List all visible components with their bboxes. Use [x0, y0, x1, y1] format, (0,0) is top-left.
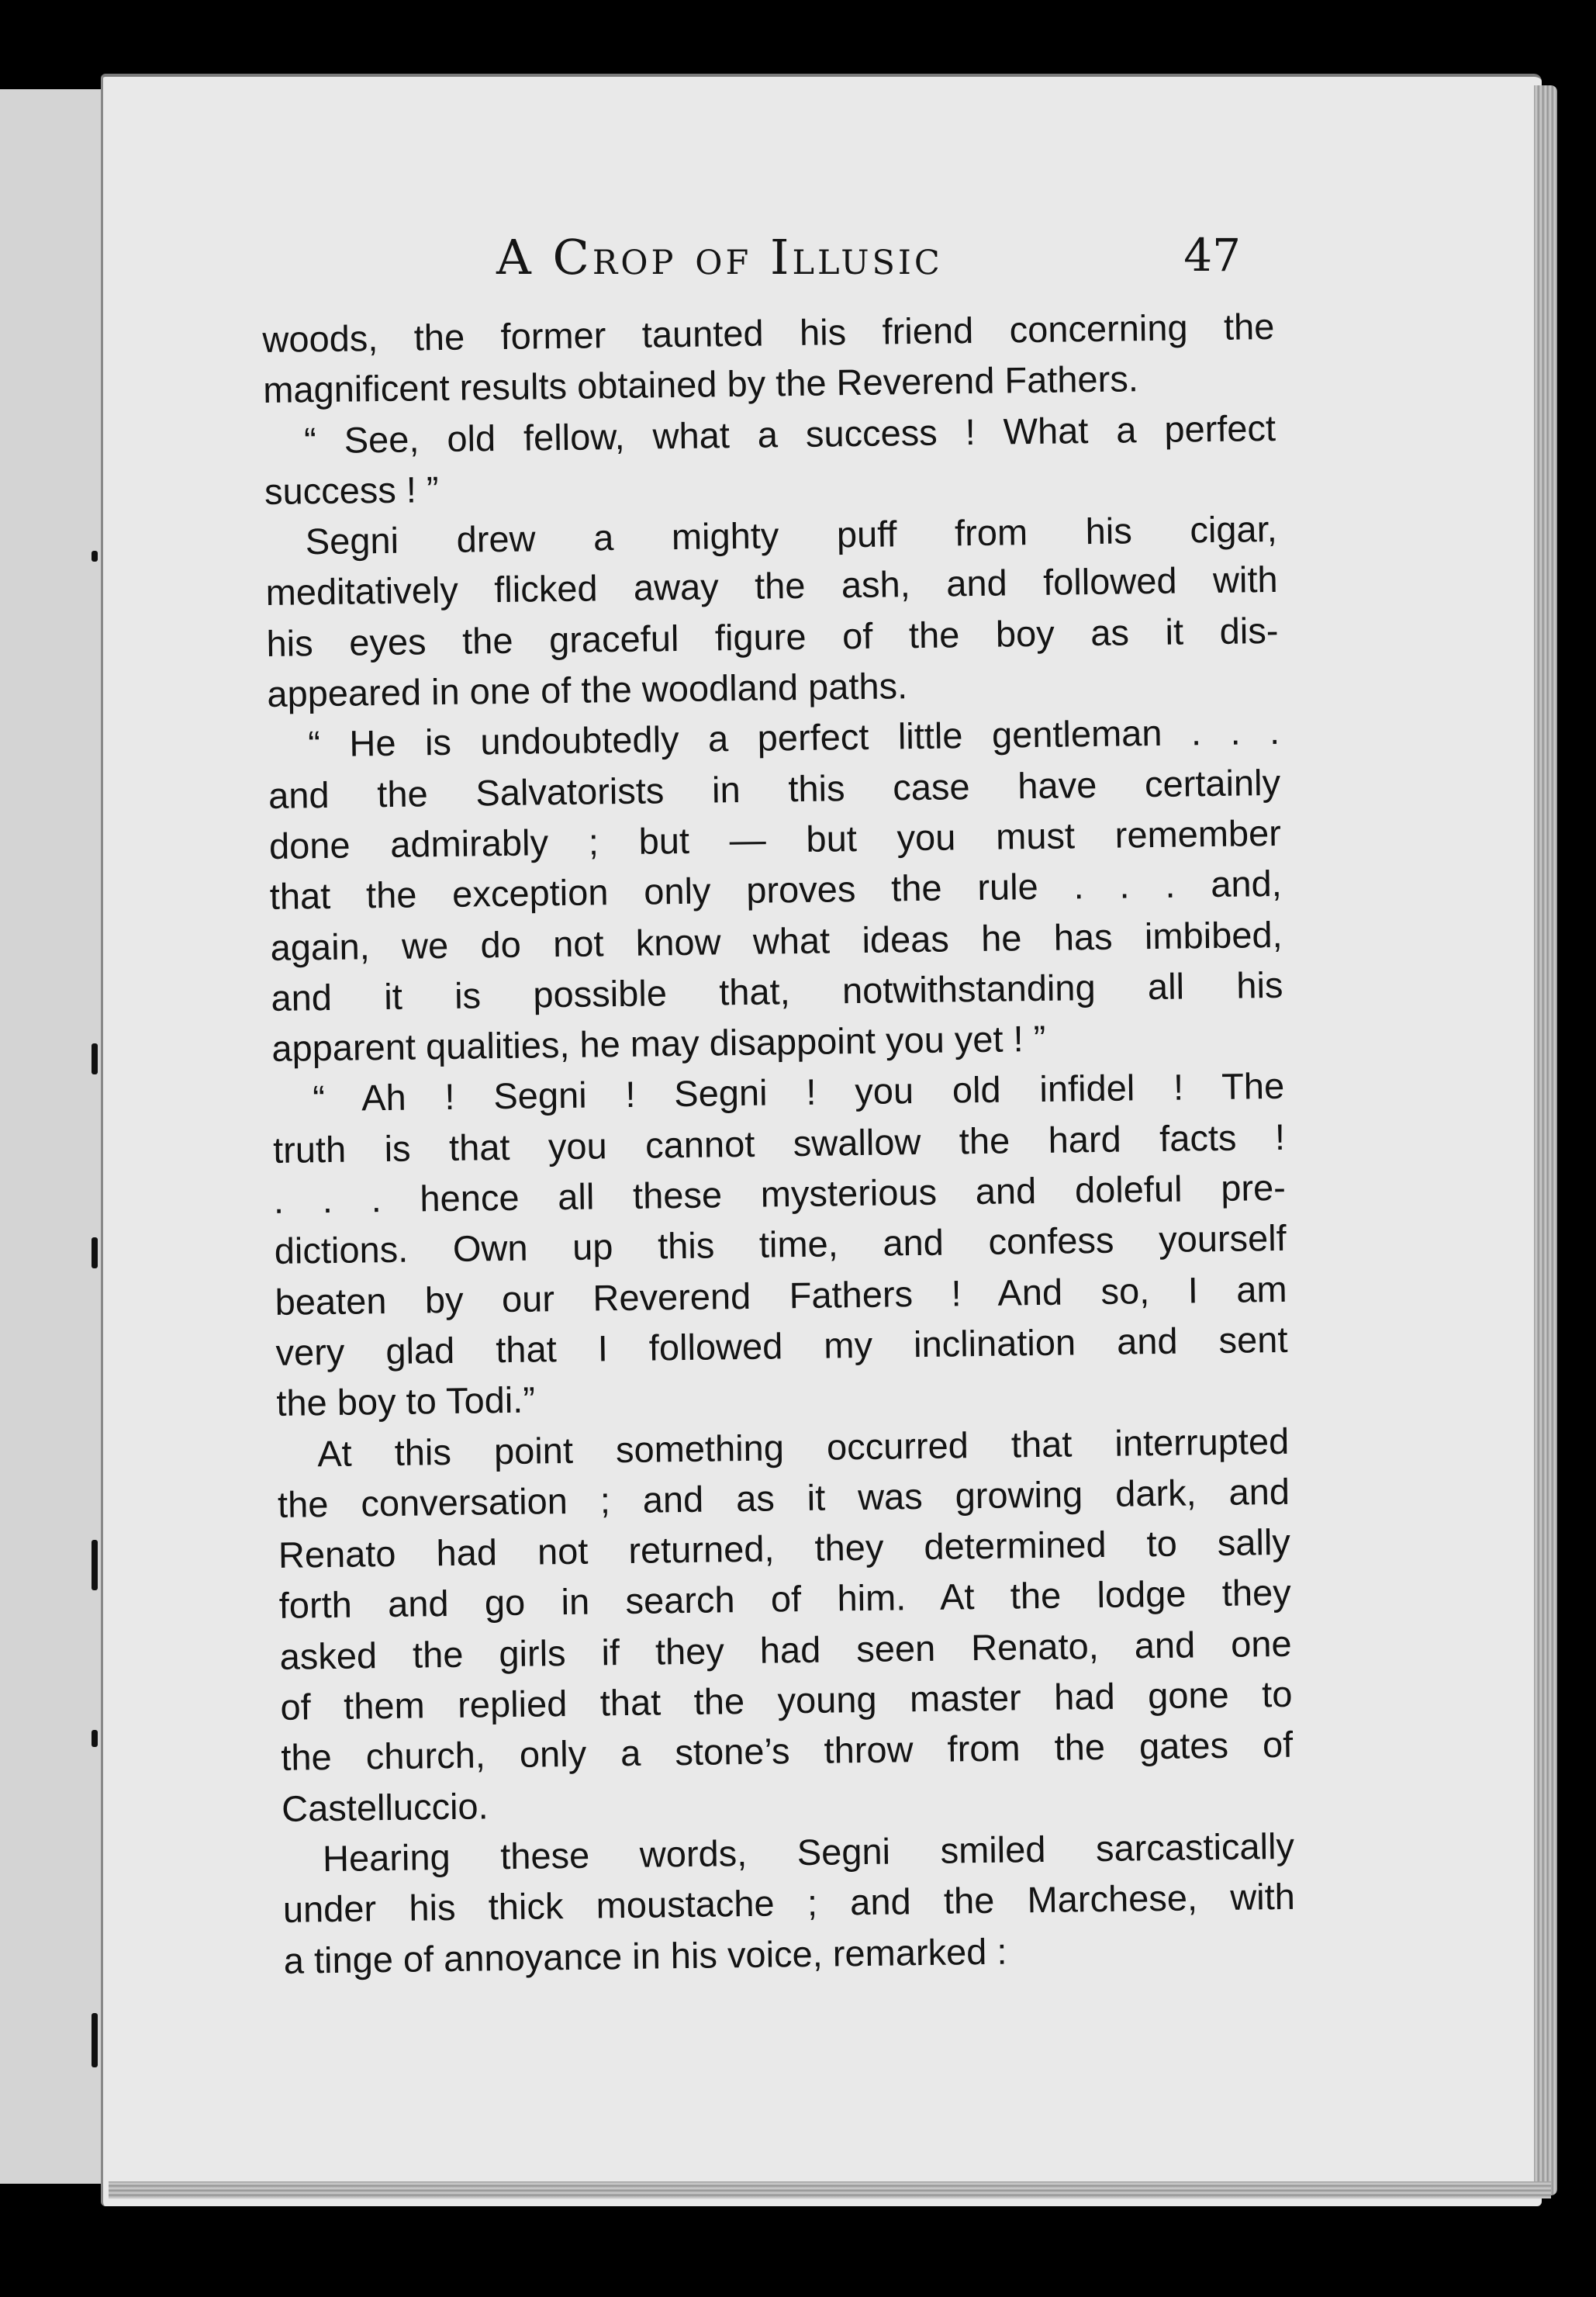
page-header: [496, 229, 1241, 291]
text-line: “ Ah ! Segni ! Segni ! you old infidel ! The: [312, 1065, 1285, 1119]
text-line: the conversation ; and as it was growing dark, and: [277, 1470, 1290, 1525]
text-line: again, we do not know what ideas he has imbibed,: [270, 913, 1283, 968]
margin-mark: [92, 1043, 98, 1074]
body-text: [262, 301, 1296, 1986]
margin-mark: [92, 551, 98, 562]
text-line: meditatively flicked away the ash, and followed with: [265, 559, 1278, 614]
text-line: success ! ”: [264, 468, 439, 512]
text-line: that the exception only proves the rule . . . and,: [269, 863, 1283, 918]
text-line: Castelluccio.: [281, 1784, 489, 1829]
margin-mark: [92, 1730, 98, 1747]
text-line: appeared in one of the woodland paths.: [267, 665, 908, 715]
page-fore-edge: [1534, 85, 1557, 2195]
text-line: magnificent results obtained by the Reverend Fathers.: [262, 358, 1139, 411]
text-line: dictions. Own up this time, and confess yourself: [274, 1217, 1287, 1272]
text-line: done admirably ; but — but you must remember: [268, 811, 1282, 867]
text-line: “ He is undoubtedly a perfect little gentleman . . .: [307, 711, 1280, 765]
text-line: woods, the former taunted his friend concerning the: [262, 305, 1275, 360]
margin-mark: [92, 1237, 98, 1268]
text-line: . . . hence all these mysterious and doleful pre-: [273, 1166, 1287, 1221]
margin-mark: [92, 1540, 98, 1590]
text-line: Segni drew a mighty puff from his cigar,: [305, 508, 1278, 562]
text-line: and it is possible that, notwithstanding all his: [271, 963, 1283, 1019]
text-line: the boy to Todi.”: [276, 1379, 536, 1424]
text-line: under his thick moustache ; and the Marchese, with: [282, 1875, 1296, 1931]
text-line: very glad that I followed my inclination and sent: [275, 1318, 1288, 1373]
facing-page-edge: [0, 89, 111, 2184]
text-line: “ See, old fellow, what a success ! What a perfect: [303, 406, 1276, 461]
text-line: asked the girls if they had seen Renato, and one: [279, 1622, 1292, 1677]
page-number: 47: [1183, 229, 1241, 282]
text-line: a tinge of annoyance in his voice, remarked :: [283, 1930, 1007, 1981]
page-bottom-edge: [109, 2181, 1551, 2198]
text-line: the church, only a stone’s throw from the gates of: [281, 1724, 1294, 1779]
text-line: apparent qualities, he may disappoint you yet ! ”: [271, 1018, 1046, 1070]
text-line: and the Salvatorists in this case have certainly: [268, 761, 1281, 816]
margin-mark: [92, 2013, 98, 2067]
text-line: Renato had not returned, they determined to sally: [278, 1520, 1291, 1576]
text-line: his eyes the graceful figure of the boy as it dis-: [266, 609, 1279, 664]
text-line: At this point something occurred that interrupted: [316, 1420, 1290, 1474]
text-line: of them replied that the young master had gone to: [280, 1673, 1293, 1728]
running-title: A Crop of Illusic: [496, 229, 943, 285]
text-line: beaten by our Reverend Fathers ! And so, I am: [275, 1268, 1287, 1323]
text-line: truth is that you cannot swallow the hard facts !: [272, 1116, 1286, 1171]
text-line: Hearing these words, Segni smiled sarcastically: [322, 1825, 1295, 1880]
text-line: forth and go in search of him. At the lodge they: [278, 1572, 1292, 1627]
